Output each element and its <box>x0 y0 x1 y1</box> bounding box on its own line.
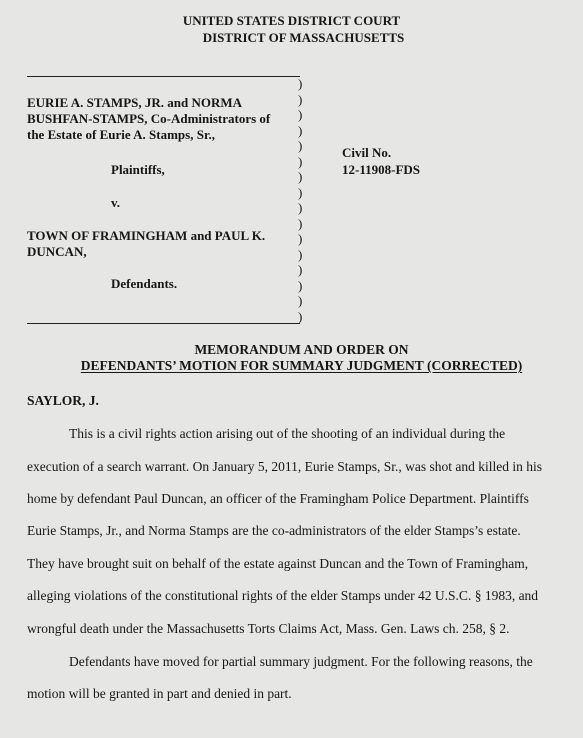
paren: ) <box>298 293 303 308</box>
civil-number: 12-11908-FDS <box>342 162 420 177</box>
caption-top-rule <box>27 76 300 77</box>
paren: ) <box>298 308 303 324</box>
paren: ) <box>298 184 303 200</box>
plaintiff-line: EURIE A. STAMPS, JR. and NORMA <box>27 95 243 110</box>
caption-bottom-rule <box>27 323 300 324</box>
body-line: Defendants have moved for partial summary judgment. For the following reasons, the <box>69 654 533 669</box>
civil-number-label: Civil No. <box>342 145 392 160</box>
paren: ) <box>298 277 303 293</box>
paren: ) <box>298 153 303 169</box>
body-line: execution of a search warrant. On January 5, 2011, Eurie Stamps, Sr., was shot and killed in his <box>27 459 543 474</box>
paren: ) <box>298 246 303 262</box>
body-line: This is a civil rights action arising out of the shooting of an individual during the <box>69 426 506 441</box>
plaintiff-names <box>27 95 270 143</box>
paren: ) <box>298 138 303 153</box>
memo-title: MEMORANDUM AND ORDER ON <box>194 342 409 357</box>
paren: ) <box>298 169 303 184</box>
defendant-names <box>27 228 265 260</box>
paren: ) <box>298 107 303 122</box>
plaintiff-line: BUSHFAN-STAMPS, Co-Administrators of <box>27 111 271 126</box>
defendants-label: Defendants. <box>111 276 178 291</box>
court-district: DISTRICT OF MASSACHUSETTS <box>202 30 405 45</box>
court-name: UNITED STATES DISTRICT COURT <box>182 13 401 28</box>
paren: ) <box>298 76 303 91</box>
judge-name: SAYLOR, J. <box>27 393 99 408</box>
plaintiff-line: the Estate of Eurie A. Stamps, Sr., <box>27 127 216 142</box>
versus-label: v. <box>111 195 121 210</box>
body-line: They have brought suit on behalf of the estate against Duncan and the Town of Framingham, <box>27 556 529 571</box>
paren: ) <box>298 122 303 138</box>
defendant-line: DUNCAN, <box>27 244 87 259</box>
paren: ) <box>298 200 303 215</box>
body-line: alleging violations of the constitutional rights of the elder Stamps under 42 U.S.C. § 1983, and <box>27 588 539 603</box>
paren: ) <box>298 91 303 107</box>
body-line: motion will be granted in part and denied in part. <box>27 686 292 701</box>
caption-paren-column <box>298 76 308 324</box>
body-line: home by defendant Paul Duncan, an officer of the Framingham Police Department. Plaintiffs <box>27 491 529 506</box>
paren: ) <box>298 215 303 231</box>
paren: ) <box>298 231 303 246</box>
body-line: Eurie Stamps, Jr., and Norma Stamps are the co-administrators of the elder Stamps’s estate. <box>27 523 521 538</box>
memo-subtitle <box>10 358 583 374</box>
memo-subtitle-text: DEFENDANTS’ MOTION FOR SUMMARY JUDGMENT (CORRECTED) <box>80 358 523 373</box>
paren: ) <box>298 262 303 277</box>
body-line: wrongful death under the Massachusetts Torts Claims Act, Mass. Gen. Laws ch. 258, § 2. <box>27 621 510 636</box>
defendant-line: TOWN OF FRAMINGHAM and PAUL K. <box>27 228 266 243</box>
plaintiffs-label: Plaintiffs, <box>111 162 165 177</box>
